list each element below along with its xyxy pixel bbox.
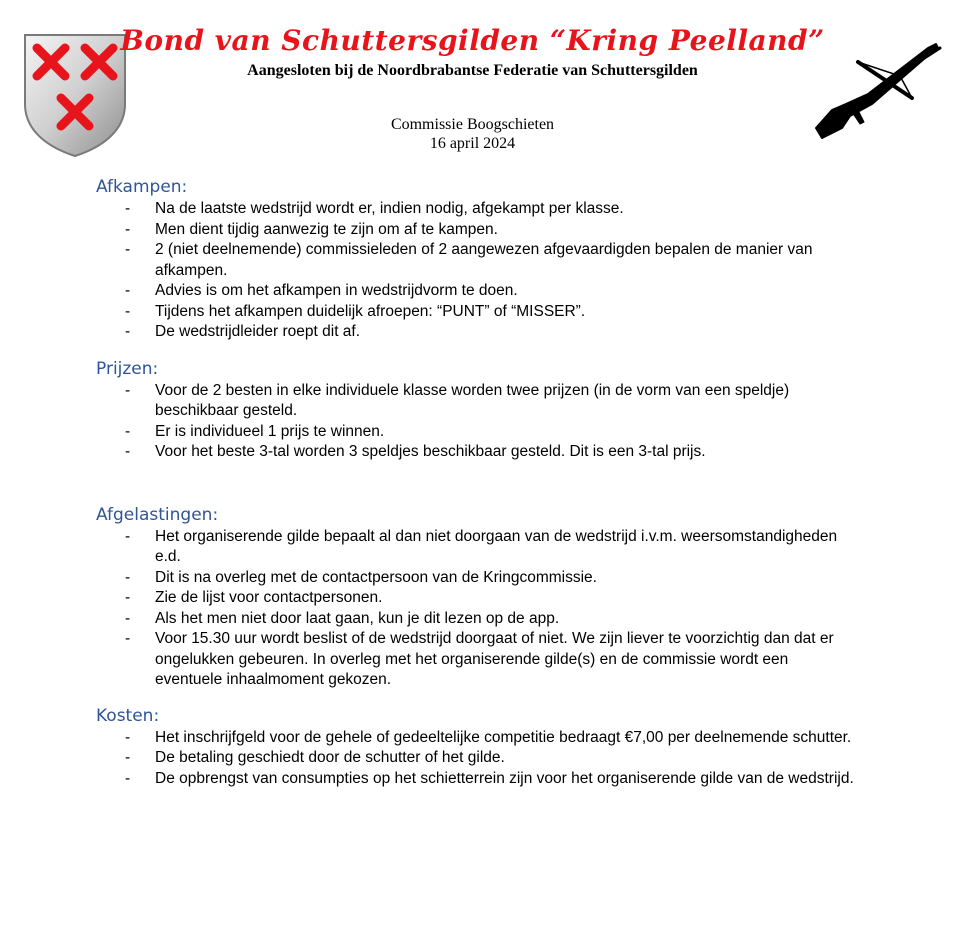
list-item-text: Het organiserende gilde bepaalt al dan niet doorgaan van de wedstrijd i.v.m. weersomstandigheden e.d. <box>155 527 838 565</box>
bullet-dash: - <box>125 630 131 647</box>
commission-name: Commissie Boogschieten <box>390 116 555 133</box>
section-heading: Prijzen: <box>96 358 159 379</box>
bullet-dash: - <box>125 302 131 320</box>
list-item-text: Voor 15.30 uur wordt beslist of de wedstrijd doorgaat of niet. We zijn liever te voorzichtig dan dat er ongelukken gebeuren. In overleg met het organiserende gilde(s) en de commissie wordt een eventuele inhaalmoment gekozen. <box>155 630 834 688</box>
page-subtitle: Aangesloten bij de Noordbrabantse Federatie van Schuttersgilden <box>247 62 698 79</box>
bullet-dash: - <box>125 728 131 746</box>
bullet-dash: - <box>125 200 131 217</box>
document-body <box>96 177 856 789</box>
list-item <box>96 381 856 422</box>
bullet-dash: - <box>125 609 131 627</box>
bullet-dash: - <box>125 220 131 238</box>
list-item-text: 2 (niet deelnemende) commissieleden of 2 aangewezen afgevaardigden bepalen de manier van afkampen. <box>155 241 813 279</box>
document-date: 16 april 2024 <box>429 135 516 152</box>
list-item-text: Er is individueel 1 prijs te winnen. <box>155 422 385 440</box>
list-item-text: Tijdens het afkampen duidelijk afroepen: “PUNT” of “MISSER”. <box>155 302 586 320</box>
list-item <box>96 240 856 281</box>
section-heading: Kosten: <box>96 705 160 726</box>
list-item <box>96 769 856 790</box>
list-item-text: Zie de lijst voor contactpersonen. <box>155 589 383 606</box>
list-item-text: Voor het beste 3-tal worden 3 speldjes beschikbaar gesteld. Dit is een 3-tal prijs. <box>155 443 706 460</box>
list-item <box>96 568 856 589</box>
list-item-text: Als het men niet door laat gaan, kun je dit lezen op de app. <box>155 609 560 627</box>
list-item-text: De wedstrijdleider roept dit af. <box>155 323 361 340</box>
list-item <box>96 588 856 609</box>
list-item <box>96 442 856 463</box>
bullet-list <box>96 199 856 343</box>
bullet-dash: - <box>125 443 131 460</box>
section-heading: Afgelastingen: <box>96 504 219 525</box>
list-item <box>96 728 856 749</box>
list-item <box>96 322 856 343</box>
list-item <box>96 302 856 323</box>
list-item <box>96 748 856 769</box>
list-item <box>96 609 856 630</box>
bullet-dash: - <box>125 568 131 586</box>
bullet-dash: - <box>125 282 131 299</box>
bullet-dash: - <box>125 422 131 440</box>
list-item-text: Men dient tijdig aanwezig te zijn om af te kampen. <box>155 220 498 238</box>
list-item-text: Het inschrijfgeld voor de gehele of gedeeltelijke competitie bedraagt €7,00 per deelnemende schutter. <box>155 728 852 746</box>
list-item <box>96 199 856 220</box>
section-3 <box>96 706 856 790</box>
section-heading: Afkampen: <box>96 177 188 197</box>
section-0 <box>96 177 856 343</box>
bullet-dash: - <box>125 241 131 258</box>
crossbow-icon <box>812 42 944 142</box>
list-item-text: De opbrengst van consumpties op het schietterrein zijn voor het organiserende gilde van de wedstrijd. <box>155 769 854 787</box>
bullet-dash: - <box>125 589 131 606</box>
list-item <box>96 527 856 568</box>
list-item <box>96 422 856 443</box>
section-1 <box>96 359 856 463</box>
commission-block <box>0 115 945 153</box>
list-item <box>96 281 856 302</box>
section-2 <box>96 505 856 691</box>
list-item <box>96 220 856 241</box>
bullet-list <box>96 527 856 691</box>
list-item-text: Advies is om het afkampen in wedstrijdvorm te doen. <box>155 282 518 299</box>
list-item-text: De betaling geschiedt door de schutter of het gilde. <box>155 749 505 766</box>
list-item-text: Dit is na overleg met de contactpersoon van de Kringcommissie. <box>155 568 597 586</box>
bullet-dash: - <box>125 527 131 545</box>
bullet-dash: - <box>125 749 131 766</box>
list-item <box>96 629 856 691</box>
bullet-dash: - <box>125 323 131 340</box>
bullet-list <box>96 728 856 790</box>
list-item-text: Voor de 2 besten in elke individuele klasse worden twee prijzen (in de vorm van een speldje) beschikbaar gesteld. <box>155 381 790 419</box>
bullet-dash: - <box>125 769 131 787</box>
bullet-dash: - <box>125 381 131 399</box>
list-item-text: Na de laatste wedstrijd wordt er, indien nodig, afgekampt per klasse. <box>155 200 624 217</box>
bullet-list <box>96 381 856 463</box>
page-title: Bond van Schuttersgilden “Kring Peelland” <box>120 24 825 57</box>
